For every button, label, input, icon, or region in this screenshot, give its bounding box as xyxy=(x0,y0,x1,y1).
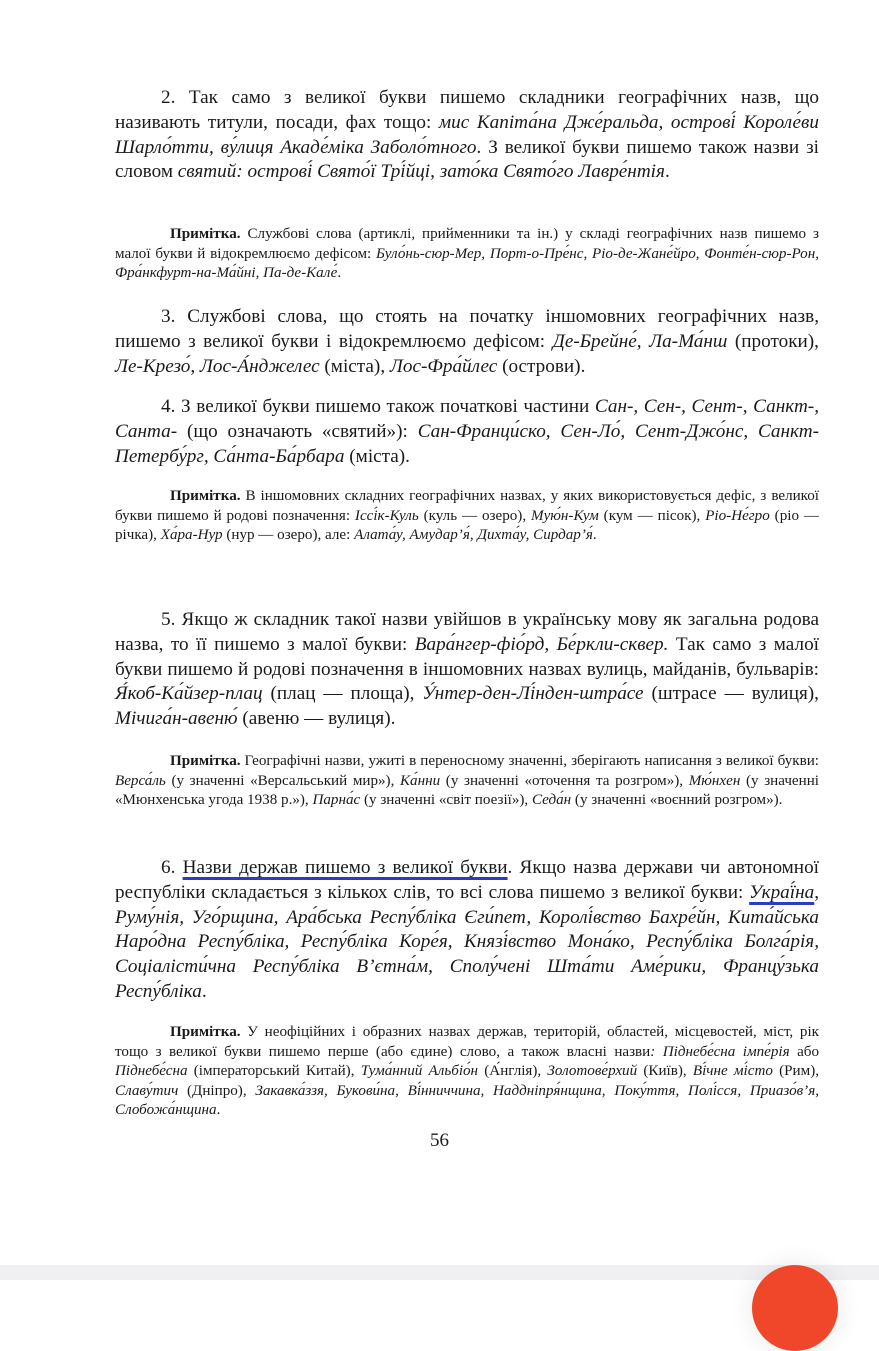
example-names: Я́коб-Ка́йзер-плац xyxy=(115,683,263,705)
note-3 xyxy=(115,752,819,811)
underlined-annotation: Украї́на xyxy=(749,881,815,903)
text-run: (кум — пісок), xyxy=(598,507,706,524)
text-run: , xyxy=(814,881,819,903)
example-names: Тума́нний Альбіо́н xyxy=(360,1063,479,1080)
text-run: Географічні назви, ужиті в переносному значенні, зберігають написання з великої букви: xyxy=(240,753,819,769)
example-names: Золотове́рхий xyxy=(547,1063,638,1080)
text-run: (міста). xyxy=(344,445,410,467)
paragraph-3 xyxy=(115,305,819,379)
note-4 xyxy=(115,1023,819,1121)
paragraph-5 xyxy=(115,608,819,732)
example-names: Іссі́к-Куль xyxy=(354,507,419,524)
note-1 xyxy=(115,225,819,284)
example-names: Вара́нгер-фіо́рд, Бе́ркли-сквер. xyxy=(414,633,669,655)
text-run: (у значенні «оточення та розгром»), xyxy=(440,772,689,789)
example-names: : Піднебе́сна імпе́рія xyxy=(650,1043,790,1060)
example-names: Парна́с xyxy=(312,792,361,809)
text-run: . З великої букви пишемо також назви зі словом xyxy=(115,136,819,183)
example-names: Ріо-Не́гро xyxy=(705,507,770,524)
text-run: (острови). xyxy=(497,355,586,377)
example-names: Де-Брейне́, Ла-Ма́нш xyxy=(552,330,728,352)
example-names: Ві́чне мі́сто xyxy=(692,1063,773,1080)
example-names: Руму́нія, Уго́рщина, Ара́бська Респу́бліка Єги́пет, Королі́вство Бахре́йн, Кита́йська Наро́дна Респу́бліка, Респу́бліка Коре́я, Князі́вство Мона́ко, Респу́бліка Болга́рія, Соціалісти́чна Респу́бліка В’єтна́м, Сполу́чені Шта́ти Аме́рики, Францу́зька Респу́бліка xyxy=(115,906,819,1002)
underlined-annotation: Назви держав пишемо з великої букви xyxy=(182,857,508,878)
example-names: святий: острові́ Свято́ї Трі́йці, зато́ка Свято́го Лавре́нтія xyxy=(177,161,665,183)
text-run: . xyxy=(592,527,597,544)
text-run: (у значенні «воєнний розгром»). xyxy=(571,792,783,809)
text-run: (авеню — вулиця). xyxy=(237,708,396,730)
text-run: (А́нглія), xyxy=(478,1063,548,1080)
example-names: Мічига́н-авеню́ xyxy=(115,708,238,730)
text-run: У неофіційних і образних назвах держав, територій, областей, місцевостей, міст, рік тощо з великої букви пишемо перше (або єдине) слово, а також власні назви xyxy=(115,1024,819,1060)
text-run: (що означають «святий»): xyxy=(177,420,418,442)
text-run: (міста), xyxy=(319,355,390,377)
note-label: Примітка. xyxy=(170,226,241,242)
paragraph-6 xyxy=(115,856,819,1005)
note-label: Примітка. xyxy=(170,488,241,504)
text-run: (Дніпро), xyxy=(178,1082,256,1099)
example-names: Лос-Фра́йлес xyxy=(389,355,498,377)
paragraph-4 xyxy=(115,395,819,469)
example-names: Закавка́ззя, Букови́на, Ві́нниччина, Наддніпря́нщина, Поку́ття, Полі́сся, Приазо́в’я, Слобожа́нщина xyxy=(115,1082,819,1119)
text-run: (куль — озеро), xyxy=(418,507,532,524)
text-run: (протоки), xyxy=(727,330,819,352)
example-names: Ка́нни xyxy=(400,772,441,789)
text-run: . xyxy=(337,265,342,282)
example-names: Верса́ль xyxy=(115,772,166,789)
text-run: (Рим), xyxy=(772,1063,819,1080)
example-names: Піднебе́сна xyxy=(115,1063,188,1080)
text-run: або xyxy=(789,1043,820,1060)
text-run: 5. Якщо ж складник такої назви увійшов в українську мову як загальна родова назва, то її пишемо з малої букви: xyxy=(115,609,819,655)
text-run: (плац — площа), xyxy=(262,683,423,705)
example-names: Славу́тич xyxy=(115,1082,179,1099)
note-label: Примітка. xyxy=(170,753,241,769)
text-run: . xyxy=(664,161,670,183)
note-label: Примітка. xyxy=(170,1024,241,1040)
example-names: У́нтер-ден-Лі́нден-штра́се xyxy=(422,683,644,705)
page-number: 56 xyxy=(430,1130,449,1151)
text-run: (нур — озеро), але: xyxy=(222,527,355,544)
example-names: мис Капіта́на Дже́ральда, острові́ Короле́ви Шарло́тти, ву́лиця Акаде́міка Заболо́тного xyxy=(115,111,819,158)
text-run: (Київ), xyxy=(637,1063,693,1080)
text-run: 4. З великої букви пишемо також початкові частини xyxy=(161,396,595,417)
text-run: (ріо — річка), xyxy=(115,507,819,544)
example-names: Ле-Крезо́, Лос-А́нджелес xyxy=(115,355,320,377)
floating-action-button[interactable] xyxy=(752,1265,838,1351)
text-run: . Якщо назва держави чи автономної республіки складається з кількох слів, то всі слова пишемо з великої букви: xyxy=(115,857,820,903)
example-names: Мую́н-Кум xyxy=(531,507,599,524)
example-names: Ха́ра-Нур xyxy=(160,527,223,544)
text-run: (у значенні «Версальський мир»), xyxy=(165,772,401,789)
paragraph-2 xyxy=(115,86,819,185)
example-names: Сан-, Сен-, Сент-, Санкт-, Санта- xyxy=(115,396,819,442)
example-names: Алата́у, Амудар’я́, Дихта́у, Сирдар’я́ xyxy=(354,527,593,544)
text-run: . xyxy=(201,980,207,1002)
text-run: 3. Службові слова, що стоять на початку іншомовних географічних назв, пишемо з великої букви і відокремлюємо дефісом: xyxy=(115,306,819,352)
example-names: Седа́н xyxy=(531,792,572,809)
example-names: Було́нь-сюр-Мер, Порт-о-Пре́нс, Ріо-де-Жане́йро, Фонте́н-сюр-Рон, Фра́нкфурт-на-Ма́йні, Па-де-Кале́ xyxy=(115,245,819,282)
text-run: 6. xyxy=(161,857,183,878)
text-run: Службові слова (артиклі, прийменники та ін.) у складі географічних назв пишемо з малої букви й відокремлюємо дефісом: xyxy=(115,226,819,262)
text-run: (у значенні «Мюнхенська угода 1938 р.»), xyxy=(115,772,819,809)
note-2 xyxy=(115,487,819,546)
example-names: Сан-Франци́ско, Сен-Ло́, Сент-Джо́нс, Санкт-Петербу́рг, Са́нта-Ба́рбара xyxy=(115,420,819,467)
text-run: . xyxy=(216,1102,221,1119)
text-run: (штрасе — вулиця), xyxy=(643,683,819,705)
text-run: В іншомовних складних географічних назвах, у яких використовується дефіс, з великої букви пишемо й родові позначення: xyxy=(115,488,819,524)
text-run: (у значенні «світ поезії»), xyxy=(360,792,532,809)
text-run: 2. Так само з великої букви пишемо складники географічних назв, що називають титули, посади, фах тощо: xyxy=(115,87,819,133)
bottom-toolbar xyxy=(0,1265,879,1280)
example-names: Мю́нхен xyxy=(688,772,741,789)
text-run: Так само з малої букви пишемо й родові позначення в іншомовних назвах вулиць, майданів, бульварів: xyxy=(115,633,819,680)
text-run: (імператорський Китай), xyxy=(187,1063,361,1080)
